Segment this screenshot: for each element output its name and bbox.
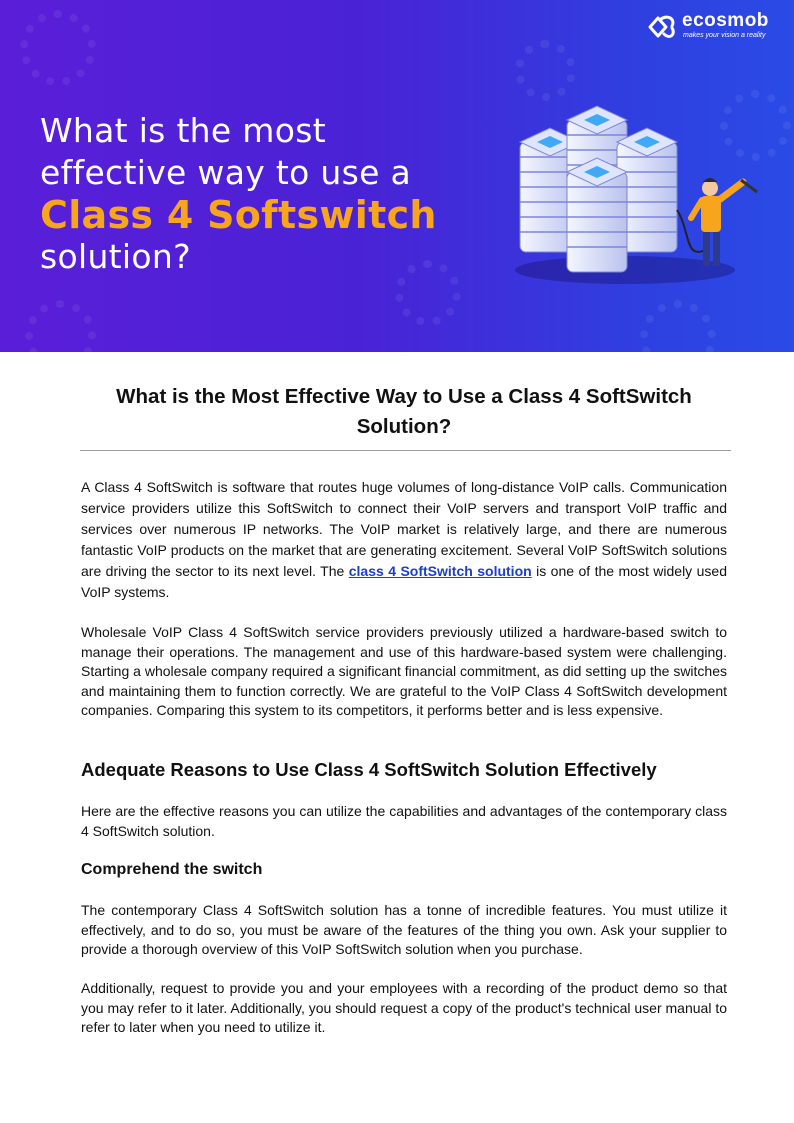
server-stack-icon <box>567 158 627 272</box>
hero-line: What is the most <box>40 111 326 150</box>
server-rack-illustration <box>505 100 765 290</box>
paragraph: Wholesale VoIP Class 4 SoftSwitch service providers previously utilized a hardware-based switch to manage their operations. The management and use of this hardware-based system were challenging. Starting a wholesale company required a significant financial commitment, as did setting up the switches and maintaining them to function correctly. We are grateful to the VoIP Class 4 SoftSwitch development companies. Comparing this system to its competitors, it performs better and is less expensive. <box>81 624 727 719</box>
gear-decoration <box>20 10 96 86</box>
paragraph-text: is one of the most widely used VoIP systems. <box>81 563 727 600</box>
logo-mark-icon <box>646 12 678 42</box>
paragraph: Additionally, request to provide you and your employees with a recording of the product demo so that you may refer to it later. Additionally, you should request a copy of the product's technical user manual to refer to later when you need to utilize it. <box>81 980 727 1036</box>
ecosmob-logo[interactable] <box>646 12 786 42</box>
hero-banner <box>0 0 794 352</box>
paragraph: The contemporary Class 4 SoftSwitch solution has a tonne of incredible features. You must utilize it effectively, and to do so, you must be aware of the features of the thing you own. Ask your supplier to provide a thorough overview of this VoIP SoftSwitch solution when you purchase. <box>81 902 727 958</box>
paragraph <box>81 477 727 603</box>
article-title: What is the Most Effective Way to Use a Class 4 SoftSwitch Solution? <box>116 385 692 438</box>
paragraph-text: A Class 4 SoftSwitch is software that routes huge volumes of long-distance VoIP calls. Communication service providers utilize this SoftSwitch to connect their VoIP servers and transport VoIP traffic and services over numerous IP networks. The VoIP market is relatively large, and there are numerous fantastic VoIP products on the market that are generating excitement. Several VoIP SoftSwitch solutions are driving the sector to its next level. The <box>81 479 727 579</box>
hero-highlight: Class 4 Softswitch <box>40 193 437 237</box>
technician-figure-icon <box>691 178 757 266</box>
gear-decoration <box>25 300 96 352</box>
paragraph: Here are the effective reasons you can utilize the capabilities and advantages of the contemporary class 4 SoftSwitch solution. <box>81 803 727 839</box>
title-divider <box>80 450 731 451</box>
class4-softswitch-link[interactable]: class 4 SoftSwitch solution <box>348 563 532 579</box>
gear-decoration <box>515 40 576 101</box>
gear-decoration <box>640 300 716 352</box>
logo-tagline: makes your vision a reality <box>683 32 766 39</box>
hero-heading <box>40 110 437 278</box>
hero-line: solution? <box>40 237 191 276</box>
logo-name: ecosmob <box>682 10 769 31</box>
subsection-heading: Comprehend the switch <box>81 861 263 878</box>
hero-line: effective way to use a <box>40 153 411 192</box>
section-heading: Adequate Reasons to Use Class 4 SoftSwitch Solution Effectively <box>81 759 657 780</box>
article <box>81 382 727 1036</box>
